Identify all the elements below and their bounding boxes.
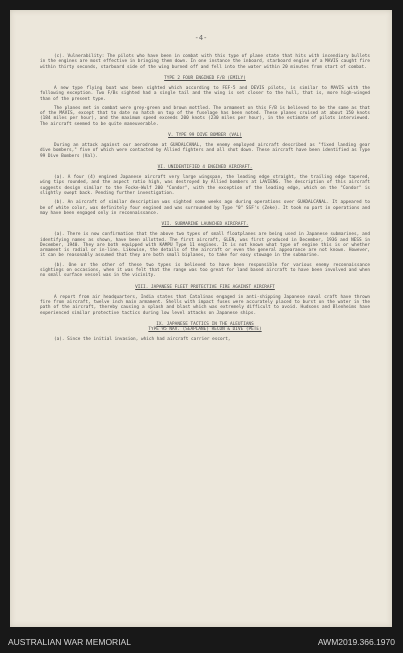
page-number: -4- [194, 34, 208, 42]
archive-footer [0, 627, 403, 653]
paragraph-emily-details: The planes met in combat were grey-green and brown mottled. The armament on this F/B is believed to be the same as that of the MAVIS, except that to date no hatch on top of the fuselage has been noted. These planes cruised at about 150 knots (184 miles per hour), and the maximum speed exceeds 200 knots (230 miles per hour), in the estimate of pilots interviewed. The aircraft seemed to be quite maneuverable. [40, 105, 370, 127]
paragraph-aleutians: (a). Since the initial invasion, which had aircraft carrier escort, [54, 337, 231, 343]
paragraph-submarine-b: (b). One or the other of these two types is believed to have been responsible for various enemy reconnaissance sightings on occasions, when it was felt that the range was too great for land based aircraft to have been involved and when no small surface vessel was in the vicinity. [40, 262, 370, 279]
document-page [10, 10, 392, 627]
paragraph-unidentified-b: (b). An aircraft of similar description was sighted some weeks ago during operations over GUADALCANAL. It appeared to be of white color, was definitely four engined and was surrounded by Type "0" SSF's (Zeke). It took no part in operations and may have been engaged only in reconnaissance. [40, 200, 370, 216]
heading-protective-fire: VIII. JAPANESE FLEET PROTECTIVE FIRE AGAINST AIRCRAFT [135, 284, 275, 290]
heading-aleutians: IX. JAPANESE TACTICS IN THE ALEUTIANS [156, 321, 254, 327]
heading-unidentified: VI. UNIDENTIFIED 4 ENGINED AIRCRAFT. [157, 164, 253, 170]
paragraph-val: During an attack against our aerodrome at GUADALCANAL, the enemy employed aircraft described as "fixed landing gear dive bombers," five of which were contacted by Allied fighters and all shot down. These aircraft have been identified as Type 99 Dive Bombers (Val). [40, 143, 370, 159]
archive-reference: AWM2019.366.1970 [317, 637, 395, 647]
paragraph-submarine-a: (a). There is now confirmation that the above two types of small floatplanes are being used in Japanese submarines, and identifying names as shown, have been allotted. The first aircraft, GLEN, was first produced in December, 1936 and NESS in December, 1940. They are both equipped with KAMPU Type 11 engines. It is not known what type of engine this is or whether armament is radial or in-line. Likewise, the details of the aircraft or even the general appearance are not known. However, it can be reasonably assumed that they are both small biplanes, to take for easy stowage in the submarine. [40, 232, 370, 259]
heading-submarine: VII. SUBMARINE LAUNCHED AIRCRAFT. [161, 222, 249, 228]
paragraph-vulnerability: (c). Vulnerability: The pilots who have been in combat with this type of plane state that hits with incendiary bullets in the engines are most effective in bringing them down. In one instance the inboard, starboard engine of a MAVIS caught fire within thirty seconds, starboard side of the wing burned off and fell into the water within 20 minutes from start of combat. [40, 54, 370, 70]
document-body [40, 54, 370, 347]
heading-pete: TYPE 95 NAV. (SEAPLANE) RECON & DIVE (PETE) [148, 327, 262, 333]
paragraph-unidentified-a: (a). A four (4) engined Japanese aircraft very large wingspan, the leading edge straight, the trailing edge tapered, wing tips rounded, and the aspect ratio high, was destroyed by Allied bombers at LAVIENG. The description of this aircraft suggests design similar to the Focke-Wulf 200 "Condor", with the exception of the leading edge, which on the "Condor" is slightly swept back. Pending further investigation. [40, 175, 370, 196]
archive-source: AUSTRALIAN WAR MEMORIAL [8, 637, 131, 647]
heading-emily: TYPE 2 FOUR ENGINED F/B (EMILY) [164, 75, 246, 81]
paragraph-emily-intro: A new type flying boat was been sighted which according to FEF-5 and DEVIS pilots, is similar to MAVIS with the following exception. Two F/Bs sighted had a single tail and the wing is set closer to the hull, that is, more high-winged than of the present type. [40, 86, 370, 102]
paragraph-protective-fire: A report from air headquarters, India states that Catalinas engaged in anti-shipping Japanese naval craft have thrown fire from aircraft, twelve inch main armament. Shells with impact fuses were accurately placed to burst on the water in the path of the aircraft, thereby causing a splash and blast which was extremely difficult to avoid. Hudsons and Blenheims have experienced similar protective tactics during low level attacks on Japanese ships. [40, 294, 370, 316]
heading-val: V. TYPE 99 DIVE BOMBER (VAL) [168, 132, 242, 138]
